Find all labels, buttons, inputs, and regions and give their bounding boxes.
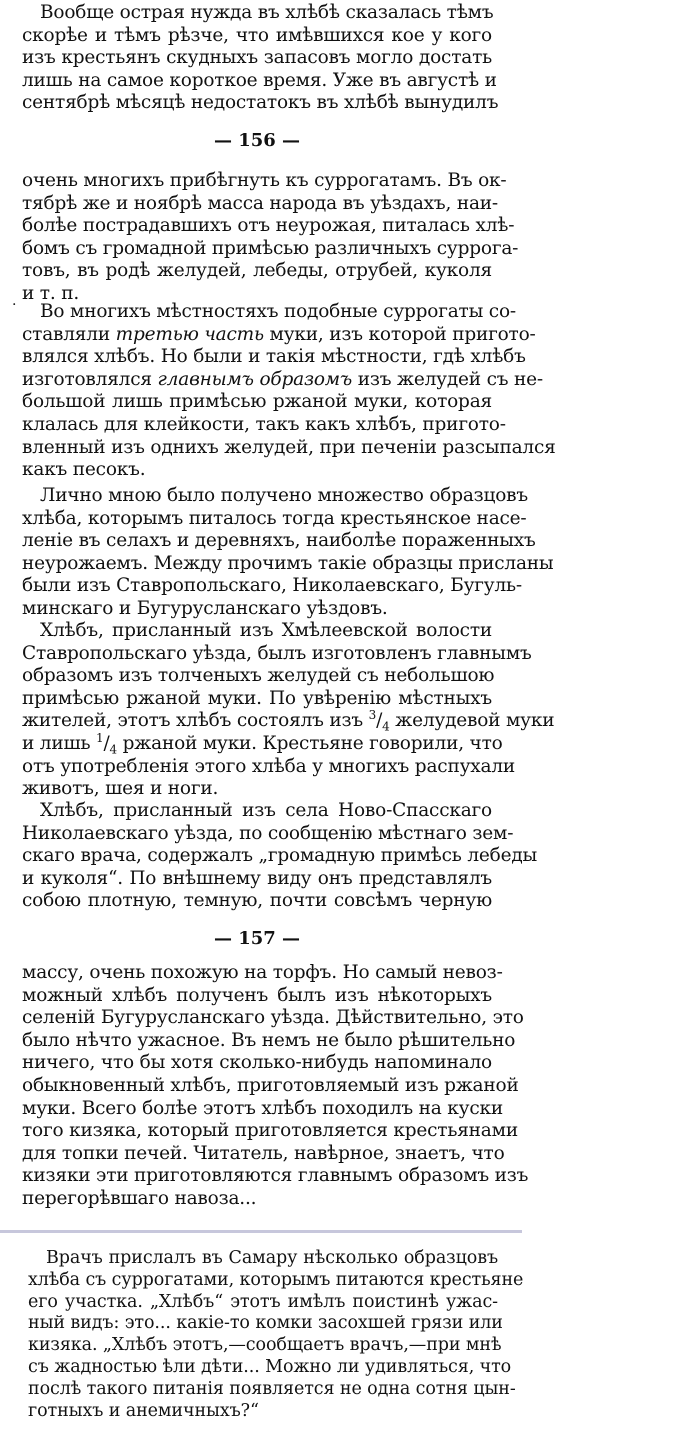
text-line: сентябрѣ мѣсяцѣ недостатокъ въ хлѣбѣ вынудилъ: [22, 92, 499, 114]
text-line: примѣсью ржаной муки. По увѣренію мѣстныхъ: [22, 687, 492, 709]
text-line: минскаго и Бугурусланскаго уѣздовъ.: [22, 597, 388, 619]
text-span: ставляли: [22, 323, 116, 345]
text-line: муки. Всего болѣе этотъ хлѣбъ походилъ на куски: [22, 1097, 504, 1119]
text-line: ный видъ: это... какіе-то комки засохшей грязи или: [28, 1313, 503, 1334]
text-line: Ставропольскаго уѣзда, былъ изготовленъ главнымъ: [22, 642, 532, 664]
fraction-one-quarter: $^1/_4$: [96, 730, 117, 757]
text-line: отъ употребленія этого хлѣба у многихъ распухали: [22, 755, 515, 777]
italic-emphasis: главнымъ образомъ: [157, 368, 353, 390]
text-line: бомъ съ громадной примѣсью различныхъ суррога-: [22, 237, 519, 259]
paragraph-5: [22, 800, 538, 913]
text-line: товъ, въ родѣ желудей, лебеды, отрубей, куколя: [22, 260, 492, 282]
text-line: для топки печей. Читатель, навѣрное, знаетъ, что: [22, 1142, 505, 1164]
text-line: и т. п.: [22, 282, 80, 304]
text-line: кизяка. „Хлѣбъ этотъ,—сообщаетъ врачъ,—при мнѣ: [28, 1335, 502, 1356]
text-line: можный хлѣбъ полученъ былъ изъ нѣкоторыхъ: [22, 984, 492, 1006]
text-line: массу, очень похожую на торфъ. Но самый невоз-: [22, 962, 503, 983]
paragraph-4: [22, 620, 555, 801]
text-line: какъ песокъ.: [22, 459, 146, 481]
text-line: собою плотную, темную, почти совсѣмъ черную: [22, 890, 492, 912]
text-line: животъ, шея и ноги.: [22, 778, 219, 800]
text-line: скаго врача, содержалъ „громадную примѣсь лебеды: [22, 845, 538, 867]
section-divider: [0, 1230, 522, 1233]
text-line: съ жадностью ѣли дѣти... Можно ли удивляться, что: [28, 1356, 512, 1377]
text-line: и куколя“. По внѣшнему виду онъ представлялъ: [22, 867, 492, 889]
paragraph-3: [22, 485, 554, 621]
fraction-denominator: 4: [109, 742, 117, 757]
text-line: готныхъ и анемичныхъ?“: [28, 1400, 259, 1421]
text-line: селеній Бугурусланскаго уѣзда. Дѣйствительно, это: [22, 1007, 524, 1029]
text-line: ничего, что бы хотя сколько-нибудь напоминало: [22, 1052, 492, 1074]
text-line: образомъ изъ толченыхъ желудей съ небольшою: [22, 665, 495, 687]
text-line: [22, 323, 536, 347]
fraction-numerator: 1: [96, 730, 104, 745]
text-line: Николаевскаго уѣзда, по сообщенію мѣстнаго зем-: [22, 822, 514, 844]
text-span: и лишь: [22, 732, 97, 754]
text-line: Во многихъ мѣстностяхъ подобные суррогаты со-: [40, 301, 516, 322]
text-span: желудевой муки: [389, 710, 555, 732]
paragraph-2: [22, 301, 556, 482]
text-line: хлѣба съ суррогатами, которымъ питаются крестьяне: [28, 1269, 524, 1290]
text-line: неурожаемъ. Между прочимъ такіе образцы присланы: [22, 552, 554, 574]
text-line: лишь на самое короткое время. Уже въ августѣ и: [22, 69, 497, 91]
intro-paragraph: [22, 2, 499, 115]
text-line: того кизяка, который приготовляется крестьянами: [22, 1120, 518, 1142]
text-line: [22, 730, 503, 757]
text-line: послѣ такого питанія появляется не одна сотня цын-: [28, 1378, 516, 1399]
text-line: Лично мною было получено множество образцовъ: [40, 485, 528, 506]
text-line: тябрѣ же и ноябрѣ масса народа въ уѣздахъ, наи-: [22, 192, 498, 214]
text-line: [22, 708, 555, 735]
text-line: вленный изъ однихъ желудей, при печеніи разсыпался: [22, 436, 556, 458]
paragraph-1: [22, 170, 519, 306]
stray-mark: .: [12, 293, 17, 309]
page-number-157: — 157 —: [213, 928, 301, 949]
text-line: кизяки эти приготовляются главнымъ образомъ изъ: [22, 1165, 529, 1187]
text-span: муки, изъ которой пригото-: [263, 323, 536, 345]
text-line: Хлѣбъ, присланный изъ Хмѣлеевской волости: [40, 620, 492, 641]
text-line: обыкновенный хлѣбъ, приготовляемый изъ ржаной: [22, 1074, 519, 1096]
text-line: Вообще острая нужда въ хлѣбѣ сказалась тѣмъ: [40, 2, 494, 23]
text-line: Врачъ прислалъ въ Самару нѣсколько образцовъ: [46, 1248, 498, 1268]
fraction-denominator: 4: [382, 720, 390, 735]
text-line: было нѣчто ужасное. Въ немъ не было рѣшительно: [22, 1029, 516, 1051]
italic-emphasis: третью часть: [115, 323, 264, 345]
text-span: жителей, этотъ хлѣбъ состоялъ изъ: [22, 710, 369, 732]
text-line: перегорѣвшаго навоза...: [22, 1187, 257, 1209]
text-line: Хлѣбъ, присланный изъ села Ново-Спасскаго: [40, 800, 492, 821]
fraction-numerator: 3: [368, 708, 377, 723]
page-number-156: — 156 —: [213, 130, 301, 151]
text-line: большой лишь примѣсью ржаной муки, которая: [22, 391, 492, 413]
text-line: скорѣе и тѣмъ рѣзче, что имѣвшихся кое у кого: [22, 24, 492, 46]
text-line: влялся хлѣбъ. Но были и такія мѣстности, гдѣ хлѣбъ: [22, 346, 526, 368]
quoted-excerpt: [28, 1248, 524, 1422]
text-line: леніе въ селахъ и деревняхъ, наиболѣе пораженныхъ: [22, 530, 536, 552]
text-span: ржаной муки. Крестьяне говорили, что: [116, 732, 503, 754]
text-line: были изъ Ставропольскаго, Николаевскаго, Бугуль-: [22, 575, 522, 597]
text-line: изъ крестьянъ скудныхъ запасовъ могло достать: [22, 47, 492, 69]
paragraph-6: [22, 962, 529, 1211]
text-line: болѣе пострадавшихъ отъ неурожая, питалась хлѣ-: [22, 215, 515, 237]
text-line: клалась для клейкости, такъ какъ хлѣбъ, пригото-: [22, 413, 506, 435]
text-line: [22, 368, 543, 392]
text-line: хлѣба, которымъ питалось тогда крестьянское насе-: [22, 507, 527, 529]
text-span: изъ желудей съ не-: [352, 368, 543, 390]
text-line: очень многихъ прибѣгнуть къ суррогатамъ. Въ ок-: [22, 170, 507, 191]
text-line: его участка. „Хлѣбъ“ этотъ имѣлъ поистинѣ ужас-: [28, 1291, 498, 1312]
fraction-three-quarters: $^3/_4$: [368, 708, 390, 735]
text-span: изготовлялся: [22, 368, 158, 390]
